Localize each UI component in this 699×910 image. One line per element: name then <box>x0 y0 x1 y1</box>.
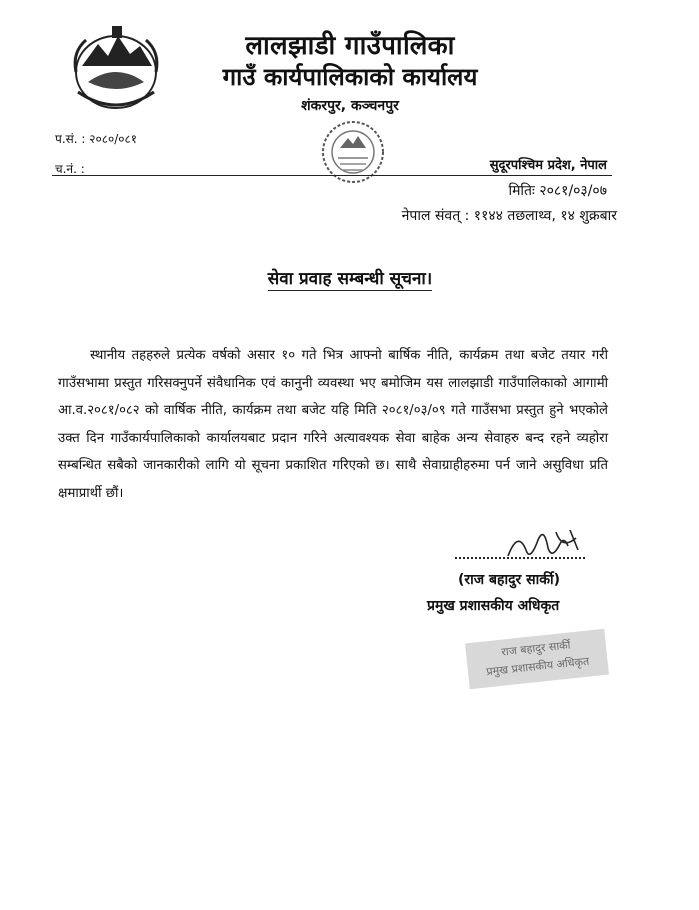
nepal-emblem-logo <box>68 22 164 114</box>
name-stamp <box>465 629 609 689</box>
province-label: सुदूरपश्चिम प्रदेश, नेपाल <box>489 158 607 173</box>
handwritten-signature <box>498 520 588 566</box>
nepal-samvat-date: नेपाल संवत् : ११४४ तछलाथ्व, १४ शुक्रबार <box>401 208 617 224</box>
notice-title-text: सेवा प्रवाह सम्बन्धी सूचना। <box>267 269 433 289</box>
dispatch-number: च.नं. : <box>55 162 85 176</box>
office-name: गाउँ कार्यपालिकाको कार्यालय <box>222 63 478 91</box>
signer-title: प्रमुख प्रशासकीय अधिकृत <box>427 598 560 614</box>
header-divider <box>52 175 612 176</box>
letter-date: मितिः २०८१/०३/०७ <box>508 183 607 199</box>
notice-title <box>200 266 500 289</box>
office-seal-stamp <box>318 112 388 192</box>
stamp-title: प्रमुख प्रशासकीय अधिकृत <box>485 654 590 679</box>
office-address: शंकरपुर, कञ्चनपुर <box>301 98 399 114</box>
signer-name: (राज बहादुर सार्की) <box>458 572 560 588</box>
organization-name: लालझाडी गाउँपालिका <box>245 31 455 61</box>
signature-line <box>455 557 585 559</box>
notice-body: स्थानीय तहहरुले प्रत्येक वर्षको असार १० गते भित्र आफ्नो बार्षिक नीति, कार्यक्रम तथा बजेट तयार गरी गाउँसभामा प्रस्तुत गरिसक्नुपर्ने संवैधानिक एवं कानुनी व्यवस्था भए बमोजिम यस लालझाडी गाउँपालिकाको आगामी आ.व.२०८१/०८२ को वार्षिक नीति, कार्यक्रम तथा बजेट यहि मिति २०८१/०३/०९ गते गाउँसभा प्रस्तुत हुने भएकोले उक्त दिन गाउँकार्यपालिकाको कार्यालयबाट प्रदान गरिने अत्यावश्यक सेवा बाहेक अन्य सेवाहरु बन्द रहने व्यहोरा सम्बन्धित सबैको जानकारीको लागि यो सूचना प्रकाशित गरिएको छ। साथै सेवाग्राहीहरुमा पर्न जाने असुविधा प्रति क्षमाप्रार्थी छौं। <box>58 348 608 501</box>
reference-number: प.सं. : २०८०/०८१ <box>55 132 137 146</box>
stamp-name: राज बहादुर सार्की <box>500 638 572 659</box>
